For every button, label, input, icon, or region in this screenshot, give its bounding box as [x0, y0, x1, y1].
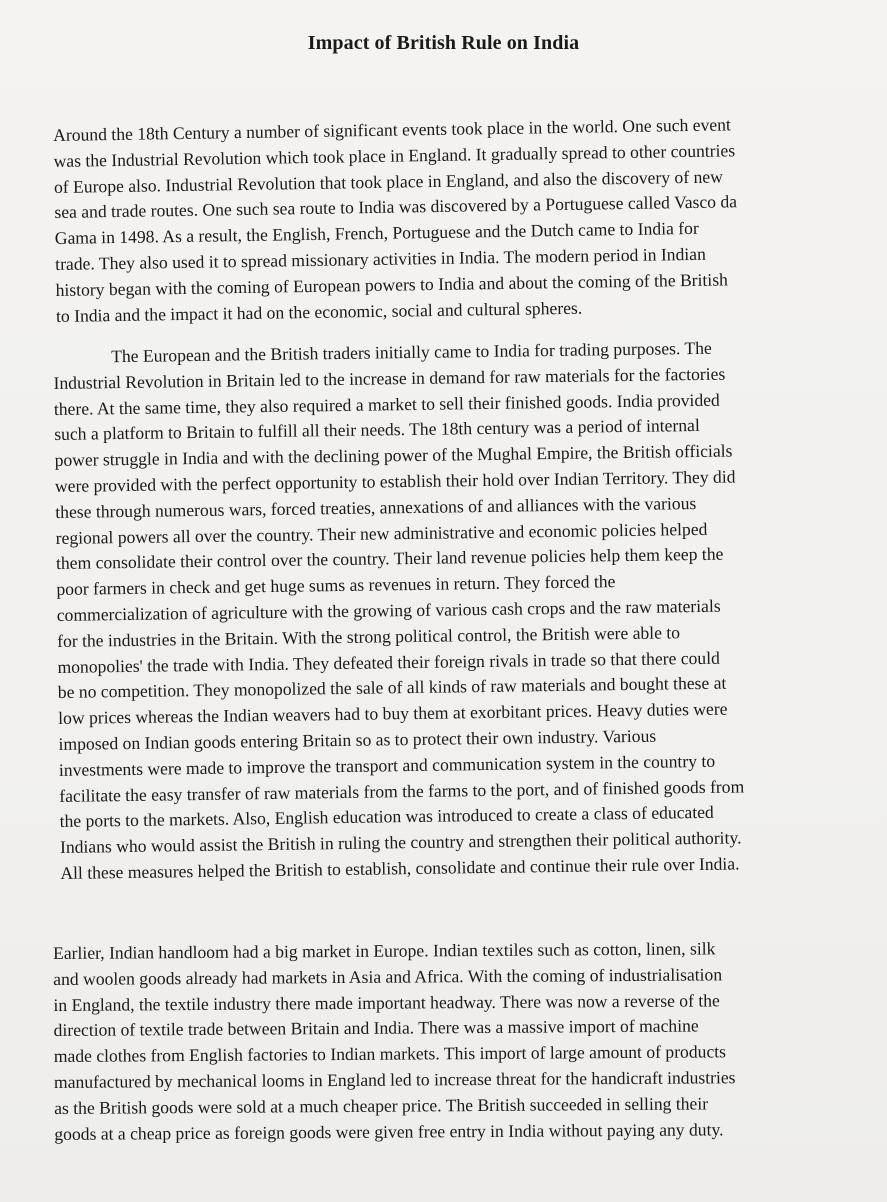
text-line: Around the 18th Century a number of significant events took place in the world. One such event	[53, 114, 731, 145]
text-line: such a platform to Britain to fulfill all their needs. The 18th century was a period of internal	[54, 415, 700, 445]
paragraph-1	[53, 111, 842, 330]
text-line: Earlier, Indian handloom had a big market in Europe. Indian textiles such as cotton, linen, silk	[53, 938, 716, 963]
text-line: made clothes from English factories to Indian markets. This import of large amount of products	[53, 1041, 727, 1067]
text-line: Indians who would assist the British in ruling the country and strengthen their political authority.	[59, 827, 742, 858]
text-line: All these measures helped the British to establish, consolidate and continue their rule over India.	[60, 853, 740, 883]
text-line: were provided with the perfect opportunity to establish their hold over Indian Territory. They did	[54, 466, 736, 496]
text-line: facilitate the easy transfer of raw materials from the farms to the port, and of finished goods from	[59, 775, 745, 806]
text-line: low prices whereas the Indian weavers had to buy them at exorbitant prices. Heavy duties were	[58, 698, 728, 729]
text-line: for the industries in the Britain. With the strong political control, the British were able to	[56, 622, 681, 651]
text-line: as the British goods were sold at a much cheaper price. The British succeeded in selling their	[54, 1093, 709, 1118]
text-line: the ports to the markets. Also, English education was introduced to create a class of educated	[59, 802, 714, 832]
text-line: monopolies' the trade with India. They defeated their foreign rivals in trade so that there could	[57, 647, 720, 677]
text-line: Gama in 1498. As a result, the English, French, Portuguese and the Dutch came to India for	[54, 218, 699, 249]
text-line: sea and trade routes. One such sea route to India was discovered by a Portuguese called Vasco da	[54, 191, 738, 223]
text-line: to India and the impact it had on the economic, social and cultural spheres.	[55, 297, 583, 326]
text-line: be no competition. They monopolized the sale of all kinds of raw materials and bought these at	[57, 672, 727, 703]
text-line: The European and the British traders initially came to India for trading purposes. The	[111, 337, 712, 367]
text-line: regional powers all over the country. Their new administrative and economic policies helped	[55, 518, 708, 548]
text-line: manufactured by mechanical looms in England led to increase threat for the handicraft industries	[53, 1067, 736, 1092]
text-line: goods at a cheap price as foreign goods were given free entry in India without paying any duty.	[54, 1118, 724, 1144]
paragraph-3	[53, 936, 840, 1148]
text-line: investments were made to improve the transport and communication system in the country to	[58, 750, 716, 780]
text-line: of Europe also. Industrial Revolution that took place in England, and also the discovery of new	[53, 166, 723, 197]
text-line: commercialization of agriculture with the growing of various cash crops and the raw materials	[56, 595, 721, 625]
paragraph-2	[53, 334, 846, 887]
text-line: these through numerous wars, forced treaties, annexations of and alliances with the various	[55, 492, 697, 522]
text-line: in England, the textile industry there made important headway. There was now a reverse of the	[53, 989, 720, 1015]
text-line: and woolen goods already had markets in Asia and Africa. With the coming of industrialisation	[53, 964, 723, 989]
text-line: imposed on Indian goods entering Britain so as to protect their own industry. Various	[58, 725, 657, 754]
text-line: Industrial Revolution in Britain led to the increase in demand for raw materials for the factories	[53, 363, 726, 393]
text-line: poor farmers in check and get huge sums as revenues in return. They forced the	[56, 571, 616, 600]
text-line: direction of textile trade between Britain and India. There was a massive import of machine	[53, 1015, 699, 1041]
text-line: was the Industrial Revolution which took place in England. It gradually spread to other countries	[53, 140, 736, 171]
text-line: them consolidate their control over the country. Their land revenue policies help them keep the	[55, 544, 724, 574]
text-line: there. At the same time, they also required a market to sell their finished goods. India provided	[53, 389, 720, 419]
text-line: history began with the coming of European powers to India and about the coming of the British	[55, 269, 729, 300]
text-line: trade. They also used it to spread missionary activities in India. The modern period in Indian	[55, 243, 706, 274]
document-title: Impact of British Rule on India	[307, 32, 580, 54]
text-line: power struggle in India and with the declining power of the Mughal Empire, the British officials	[54, 440, 733, 471]
